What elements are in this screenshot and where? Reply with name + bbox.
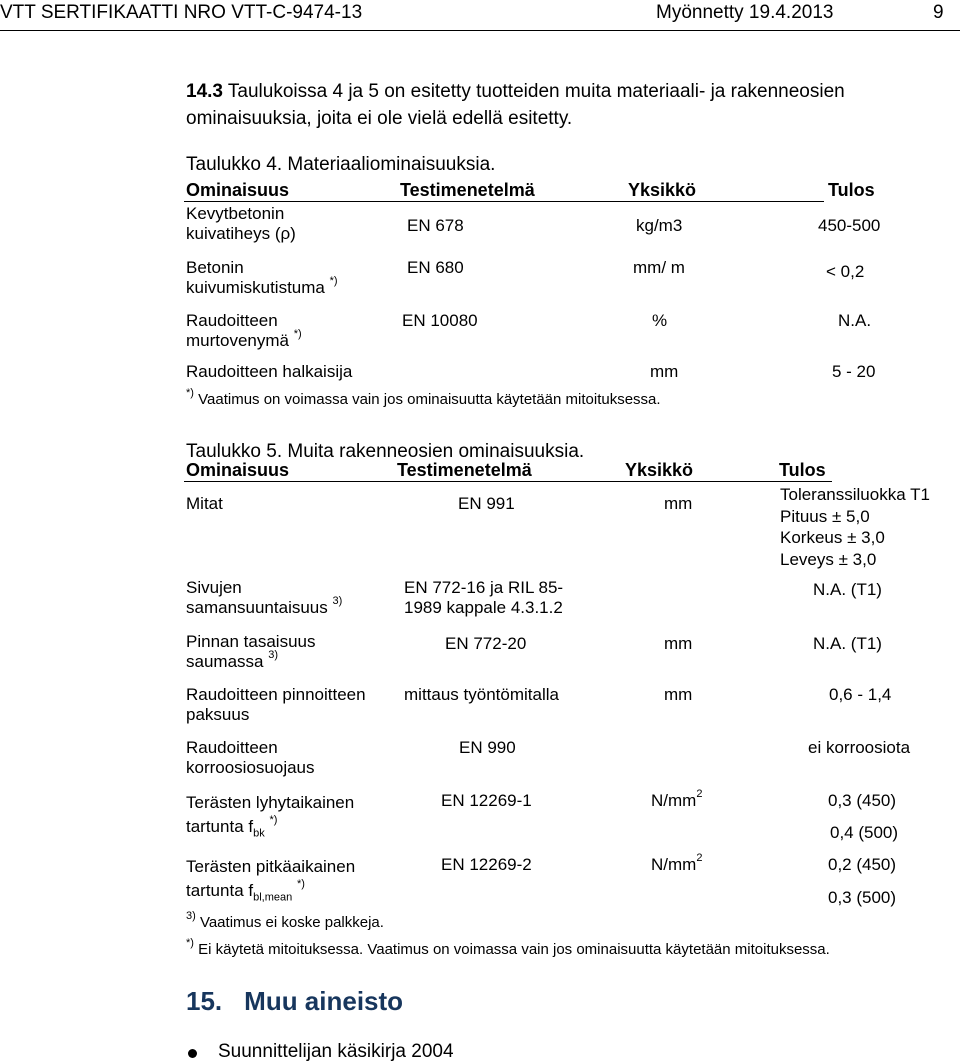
list-item: Suunnittelijan käsikirja 2004	[218, 1041, 454, 1062]
table-cell: mittaus työntömitalla	[404, 685, 559, 704]
table-cell: 0,6 - 1,4	[829, 685, 892, 704]
table-cell: 0,3 (450)	[828, 791, 897, 810]
table-cell: mm	[650, 362, 679, 381]
table-cell: mm	[664, 634, 693, 653]
table-cell: < 0,2	[826, 262, 865, 281]
table-cell: EN 772-20	[445, 634, 527, 653]
table-cell: N.A. (T1)	[813, 580, 882, 599]
table-cell: 0,2 (450)	[828, 855, 897, 874]
table-cell: kg/m3	[636, 216, 683, 235]
table5-header-rule	[184, 481, 832, 482]
bullet-icon	[188, 1049, 197, 1058]
table-row: Terästen pitkäaikainen tartunta $f_{bl,mean}$ *)	[186, 857, 356, 904]
table-row: Terästen lyhytaikainen tartunta $f_{bk}$ *)	[186, 793, 355, 840]
table5-header-property: Ominaisuus	[186, 460, 290, 480]
intro-paragraph-line2: ominaisuuksia, joita ei ole vielä edellä esitetty.	[186, 108, 573, 129]
table5-header-result: Tulos	[779, 460, 826, 480]
table4-caption: Taulukko 4. Materiaaliominaisuuksia.	[186, 154, 496, 175]
page-header	[0, 0, 960, 32]
table-cell: EN 10080	[402, 311, 478, 330]
table-row: Sivujen samansuuntaisuus $^{3)}$	[186, 578, 343, 617]
table-row: Mitat	[186, 494, 223, 513]
table-cell: $N/mm^2$	[651, 788, 703, 810]
table4-header-rule	[184, 201, 824, 202]
table5-header-method: Testimenetelmä	[397, 460, 532, 480]
table-row: Raudoitteen pinnoitteen paksuus	[186, 685, 366, 724]
table-cell: EN 678	[407, 216, 464, 235]
table-cell: $N/mm^2$	[651, 852, 703, 874]
table4-footnote: *) Vaatimus on voimassa vain jos ominaisuutta käytetään mitoituksessa.	[186, 387, 661, 408]
table-cell: EN 991	[458, 494, 515, 513]
table-cell: %	[652, 311, 668, 330]
section-number: 14.3	[186, 81, 223, 102]
page-number: 9	[933, 2, 944, 23]
section-heading: 15. Muu aineisto	[186, 986, 404, 1016]
table-cell: 5 - 20	[832, 362, 876, 381]
table-cell: EN 12269-2	[441, 855, 532, 874]
table-cell: 0,3 (500)	[828, 888, 897, 907]
table4-header-result: Tulos	[828, 180, 875, 200]
table-row: Pinnan tasaisuus saumassa $^{3)}$	[186, 632, 316, 671]
table-row: Raudoitteen murtovenymä *)	[186, 311, 302, 350]
table-cell: EN 680	[407, 258, 464, 277]
table-cell: 0,4 (500)	[830, 823, 899, 842]
table5-header-unit: Yksikkö	[625, 460, 694, 480]
table-cell: EN 12269-1	[441, 791, 532, 810]
table-cell: EN 990	[459, 738, 516, 757]
table-cell: EN 772-16 ja RIL 85- 1989 kappale 4.3.1.2	[404, 578, 564, 617]
table4-header-unit: Yksikkö	[628, 180, 697, 200]
table-row: Raudoitteen korroosiosuojaus	[186, 738, 315, 777]
table-cell: ei korroosiota	[808, 738, 911, 757]
table-cell: N.A. (T1)	[813, 634, 882, 653]
table-row: Kevytbetonin kuivatiheys (ρ)	[186, 204, 296, 243]
table5-caption: Taulukko 5. Muita rakenneosien ominaisuuksia.	[186, 441, 585, 462]
table4-header-property: Ominaisuus	[186, 180, 290, 200]
table-cell: Toleranssiluokka T1 Pituus ± 5,0 Korkeus ± 3,0 Leveys ± 3,0	[780, 485, 930, 569]
table-row: Raudoitteen halkaisija	[186, 362, 353, 381]
table5-footnote-2: *) Ei käytetä mitoituksessa. Vaatimus on voimassa vain jos ominaisuutta käytetään mitoituksessa.	[186, 937, 830, 958]
table4-header-method: Testimenetelmä	[400, 180, 535, 200]
table-row: Betonin kuivumiskutistuma *)	[186, 258, 338, 297]
table-cell: mm/ m	[633, 258, 685, 277]
header-rule	[0, 30, 960, 31]
intro-paragraph-line1: 14.3 Taulukoissa 4 ja 5 on esitetty tuotteiden muita materiaali- ja rakenneosien	[186, 81, 845, 102]
table-cell: mm	[664, 685, 693, 704]
table-cell: mm	[664, 494, 693, 513]
certificate-number: VTT SERTIFIKAATTI NRO VTT-C-9474-13	[0, 2, 363, 23]
table5-footnote-1: $^{3)}$ Vaatimus ei koske palkkeja.	[186, 910, 384, 931]
table-cell: 450-500	[818, 216, 881, 235]
table-cell: N.A.	[838, 311, 872, 330]
issue-date: Myönnetty 19.4.2013	[656, 2, 834, 23]
